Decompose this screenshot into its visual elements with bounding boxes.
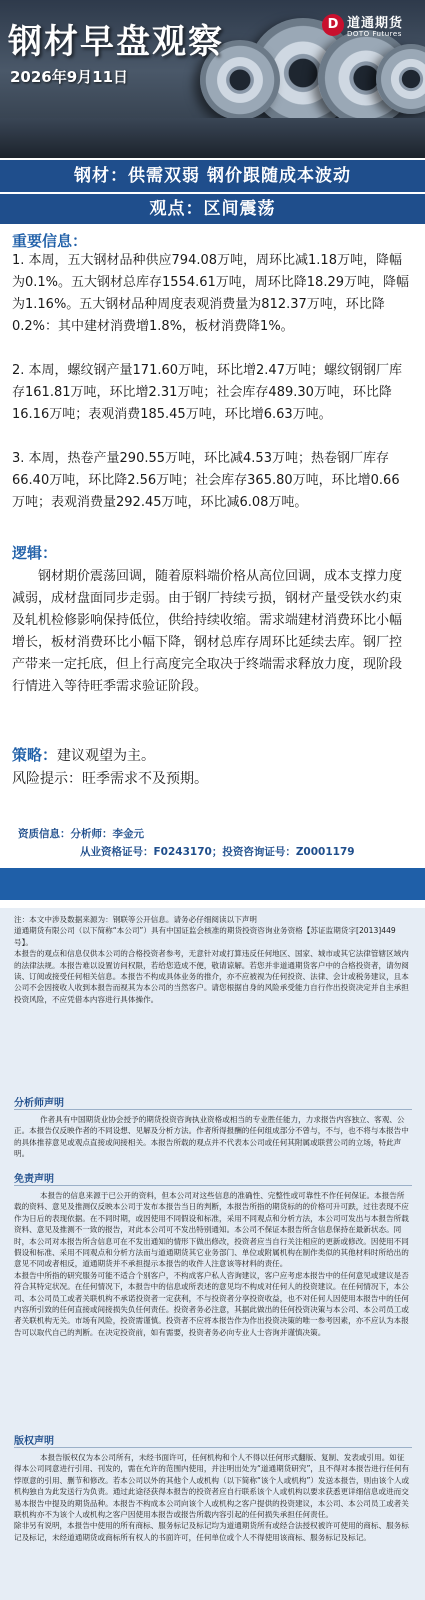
divider-strip <box>0 868 425 900</box>
key-info-item: 2. 本周，螺纹钢产量171.60万吨，环比增2.47万吨；螺纹钢钢厂库存161.81万吨，环比增2.31万吨；社会库存489.30万吨，环比降16.16万吨；表观消费185.45万吨，环比增6.63万吨。 <box>12 363 402 422</box>
section-rule <box>14 1109 412 1110</box>
analyst-license: 从业资格证号：F0243170；投资咨询证号：Z0001179 <box>80 846 355 858</box>
logo-text-en: DOTO Futures <box>347 30 402 38</box>
key-info-item: 1. 本周，五大钢材品种供应794.08万吨，周环比减1.18万吨，降幅为0.1%。五大钢材总库存1554.61万吨，周环比降18.29万吨，降幅为1.16%。五大钢材品种周度表观消费量为812.37万吨，环比降0.2%：其中建材消费增1.8%，板材消费降1%。 <box>12 253 410 334</box>
logic-text: 钢材期价震荡回调，随着原料端价格从高位回调，成本支撑力度减弱，成材盘面同步走弱。由于钢厂持续亏损，钢材产量受铁水约束及轧机检修影响保持低位，供给持续收缩。需求端建材消费环比小幅增长，板材消费环比小幅下降，钢材总库存周环比延续去库。钢厂控产带来一定托底，但上行高度完全取决于终端需求释放力度，现阶段行情进入等待旺季需求验证阶段。 <box>12 569 403 694</box>
copyright-title: 版权声明 <box>14 1436 54 1447</box>
exempt-title: 免责声明 <box>14 1174 54 1185</box>
logo-icon: D <box>322 14 344 36</box>
key-info-title: 重要信息： <box>12 232 88 250</box>
viewpoint-band: 观点：区间震荡 <box>0 194 425 224</box>
logic-title: 逻辑： <box>12 544 58 562</box>
page-title: 钢材早盘观察 <box>8 22 224 62</box>
key-info-item: 3. 本周，热卷产量290.55万吨，环比减4.53万吨；热卷钢厂库存66.40万吨，环比降2.56万吨；社会库存365.80万吨，环比增0.66万吨；表观消费量292.45万吨，环比减6.08万吨。 <box>12 451 400 510</box>
strategy-line <box>12 744 155 765</box>
headline-band: 钢材：供需双弱 钢价跟随成本波动 <box>0 160 425 192</box>
company-logo <box>322 10 422 44</box>
copyright-text: 本报告版权仅为本公司所有，未经书面许可，任何机构和个人不得以任何形式翻版、复制、发表或引用。如征得本公司同意进行引用、刊发的，需在允许的范围内使用，并注明出处为“道通期货研究”，且不得对本报告进行任何有悖原意的引用、删节和修改。若本公司以外的其他个人或机构（以下简称“该个人或机构”）发送本报告，则由该个人或机构独自为此发送行为负责。通过此途径获得本报告的投资者应自行联系该个人或机构以要求获悉更详细信息或进而交易本报告中提及的期货品种。本报告不构成本公司向该个人或机构之客户提供的投资建议，本公司、本公司员工或者关联机构亦不为该个人或机构之客户因使用本报告或报告所载内容引起的任何损失承担任何责任。 除非另有说明，本报告中使用的所有商标、服务标记及标记均为道通期货所有或经合法授权被许可使用的商标、服务标记及标记，未经道通期货或商标所有权人的书面许可，任何单位或个人不得使用该商标、服务标记及标记。 <box>14 1453 410 1542</box>
analyst-statement-title: 分析师声明 <box>14 1098 64 1109</box>
risk-warning: 风险提示：旺季需求不及预期。 <box>12 771 208 787</box>
disclaimer-section <box>0 908 425 1600</box>
analyst-statement-text: 作者具有中国期货业协会授予的期货投资咨询执业资格或相当的专业胜任能力，力求报告内容独立、客观、公正。本报告仅反映作者的不同设想、见解及分析方法。作者所得报酬的任何组成部分不曾与，不与，也不将与本报告中的具体推荐意见或观点直接或间接相关。本报告所载的观点并不代表本公司或任何其附属或联营公司的立场，特此声明。 <box>14 1115 409 1159</box>
exempt-text: 本报告的信息来源于已公开的资料，但本公司对这些信息的准确性、完整性或可靠性不作任何保证。本报告所载的资料、意见及推测仅反映本公司于发布本报告当日的判断，本报告所指的期货标的的价格可升可跌，过往表现不应作为日后的表现依据。在不同时期，或因使用不同假设和标准，采用不同观点和分析方法，本公司可发出与本报告所载资料、意见及推测不一致的报告，对此本公司可不发出特别通知。本公司不保证本报告所含信息保持在最新状态。同时，本公司对本报告所含信息可在不发出通知的情形下做出修改，投资者应当自行关注相应的更新或修改。因使用不同假设和标准、采用不同观点和分析方法而与道通期货其它业务部门、单位或附属机构在制作类似的其他材料时所给出的意见不同或者相反，道通期货并不承担提示本报告的收件人注意该等材料的责任。 本报告中所指的研究服务可能不适合个别客户，不构成客户私人咨询建议，客户应考虑本报告中的任何意见或建议是否符合其特定状况。在任何情况下，本报告中的信息或所表述的意见均不构成对任何人的投资建议。在任何情况下，本公司、本公司员工或者关联机构不承诺投资者一定获利，不与投资者分享投资收益，也不对任何人因使用本报告中的任何内容所引致的任何直接或间接损失负任何责任。投资者务必注意，其据此做出的任何投资决策与本公司、本公司员工或者关联机构无关。市场有风险，投资需谨慎。投资者不应将本报告作为作出投资决策的唯一参考因素，亦不应认为本报告可以取代自己的判断。在决定投资前，如有需要，投资者务必向专业人士咨询并谨慎决策。 <box>14 1191 409 1337</box>
analyst-name: 资质信息：分析师：李金元 <box>18 828 144 840</box>
header-banner <box>0 0 425 158</box>
warehouse-floor <box>0 118 425 158</box>
main-content <box>0 224 425 820</box>
strategy-label: 策略： <box>12 746 58 764</box>
analyst-info <box>0 820 425 868</box>
strategy-text: 建议观望为主。 <box>57 748 156 764</box>
logo-text-cn: 道通期货 <box>347 16 404 31</box>
report-date: 2026年9月11日 <box>10 68 129 86</box>
disclaimer-note: 注：本文中涉及数据来源为：钢联等公开信息。请务必仔细阅读以下声明 道通期货有限公司（以下简称“本公司”）具有中国证监会核准的期货投资咨询业务资格【苏证监期货字[2013]449号】。 本报告的观点和信息仅供本公司的合格投资者参考，无意针对或打算违反任何地区、国家、城市或其它法律管辖区域内的法律法规。本报告难以设置访问权限，若给您造成不便，敬请谅解。若您并非道通期货客户中的合格投资者，请勿阅读、订阅或接受任何相关信息。本报告不构成具体业务的推介，亦不应被视为任何投资、法律、会计或税务建议，且本公司不会因接收人收到本报告而视其为本公司的当然客户。请您根据自身的风险承受能力自行作出投资决定并自主承担投资风险，不应凭借本内容进行具体操作。 <box>14 915 409 1004</box>
section-rule <box>14 1447 412 1448</box>
section-rule <box>14 1185 412 1186</box>
